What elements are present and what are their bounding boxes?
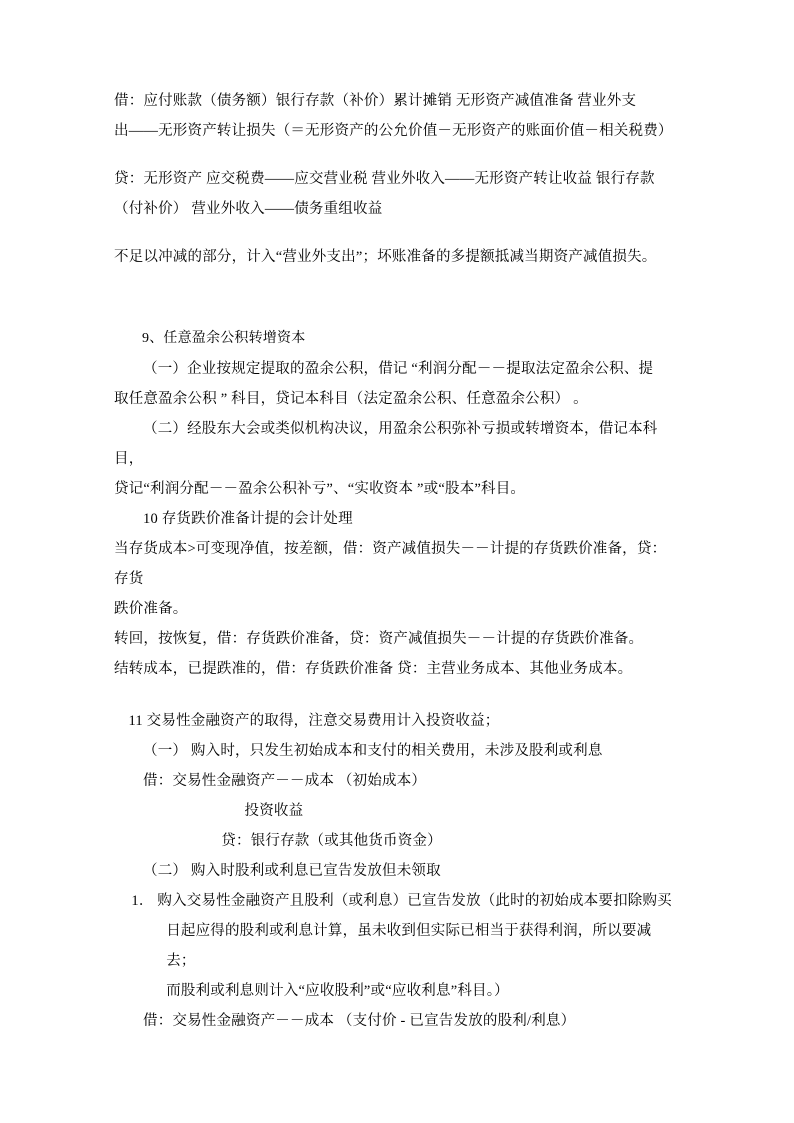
text-line: 日起应得的股利或利息计算，虽未收到但实际已相当于获得利润，所以要减去； bbox=[166, 923, 652, 969]
text-line: 11 交易性金融资产的取得，注意交易费用计入投资收益； bbox=[128, 713, 500, 729]
paragraph-item-10-3 bbox=[114, 654, 680, 684]
paragraph-item-11-2 bbox=[114, 856, 680, 886]
text-line: 借：交易性金融资产－－成本 （支付价 - 已宣告发放的股利/利息） bbox=[143, 1013, 576, 1029]
paragraph-entry-debit-1 bbox=[114, 86, 680, 146]
paragraph-item-9-2 bbox=[114, 414, 680, 504]
paragraph-entry-11-1-sub bbox=[114, 796, 680, 826]
text-line: 不足以冲减的部分，计入“营业外支出”；坏账准备的多提额抵减当期资产减值损失。 bbox=[114, 249, 657, 265]
text-line: 贷记“利润分配－－盈余公积补亏”、“实收资本 ”或“股本”科目。 bbox=[114, 481, 526, 497]
paragraph-item-11-2-1 bbox=[114, 886, 680, 1006]
paragraph-entry-11-2-debit bbox=[114, 1006, 680, 1036]
text-line: 投资收益 bbox=[244, 803, 304, 819]
text-line: 10 存货跌价准备计提的会计处理 bbox=[143, 511, 353, 527]
heading-section-10 bbox=[114, 504, 680, 534]
text-line: （一） 购入时，只发生初始成本和支付的相关费用，未涉及股利或利息 bbox=[143, 743, 603, 759]
text-line: 转回，按恢复，借：存货跌价准备，贷：资产减值损失－－计提的存货跌价准备。 bbox=[114, 631, 644, 647]
text-line: 借：应付账款（债务额）银行存款（补价）累计摊销 无形资产减值准备 营业外支 bbox=[114, 93, 637, 109]
paragraph-entry-11-1-credit bbox=[114, 826, 680, 856]
paragraph-note-1 bbox=[114, 242, 680, 272]
text-line: 取任意盈余公积 ” 科目，贷记本科目（法定盈余公积、任意盈余公积） 。 bbox=[114, 391, 588, 407]
text-line: 结转成本，已提跌准的，借：存货跌价准备 贷：主营业务成本、其他业务成本。 bbox=[114, 661, 633, 677]
text-line: （二）经股东大会或类似机构决议，用盈余公积弥补亏损或转增资本，借记本科目， bbox=[114, 421, 658, 467]
text-line: 9、任意盈余公积转增资本 bbox=[142, 331, 306, 346]
paragraph-item-10-2 bbox=[114, 624, 680, 654]
vertical-spacer bbox=[114, 684, 680, 706]
text-line: （一）企业按规定提取的盈余公积，借记 “利润分配－－提取法定盈余公积、提 bbox=[143, 361, 654, 377]
text-line: 出——无形资产转让损失（＝无形资产的公允价值－无形资产的账面价值－相关税费） bbox=[114, 123, 673, 139]
text-line: （付补价） 营业外收入——债务重组收益 bbox=[114, 201, 383, 217]
text-line: 而股利或利息则计入“应收股利”或“应收利息”科目。） bbox=[166, 983, 509, 999]
text-line: 贷：无形资产 应交税费——应交营业税 营业外收入——无形资产转让收益 银行存款 bbox=[114, 171, 655, 187]
text-line: 1． 购入交易性金融资产且股利（或利息）已宣告发放（此时的初始成本要扣除购买 bbox=[131, 893, 672, 909]
paragraph-entry-credit-1 bbox=[114, 164, 680, 224]
vertical-spacer bbox=[114, 290, 680, 324]
paragraph-item-9-1 bbox=[114, 354, 680, 414]
paragraph-item-10-1 bbox=[114, 534, 680, 624]
text-line: 借：交易性金融资产－－成本 （初始成本） bbox=[143, 773, 427, 789]
paragraph-item-11-1 bbox=[114, 736, 680, 766]
paragraph-entry-11-1-debit bbox=[114, 766, 680, 796]
heading-section-11 bbox=[114, 706, 680, 736]
text-line: 贷：银行存款（或其他货币资金） bbox=[221, 833, 442, 849]
text-line: 跌价准备。 bbox=[114, 601, 188, 617]
heading-section-9 bbox=[114, 324, 680, 354]
text-line: 当存货成本>可变现净值，按差额，借：资产减值损失－－计提的存货跌价准备，贷：存货 bbox=[114, 541, 667, 587]
text-line: （二） 购入时股利或利息已宣告发放但未领取 bbox=[143, 863, 441, 879]
document-body bbox=[114, 86, 680, 1036]
